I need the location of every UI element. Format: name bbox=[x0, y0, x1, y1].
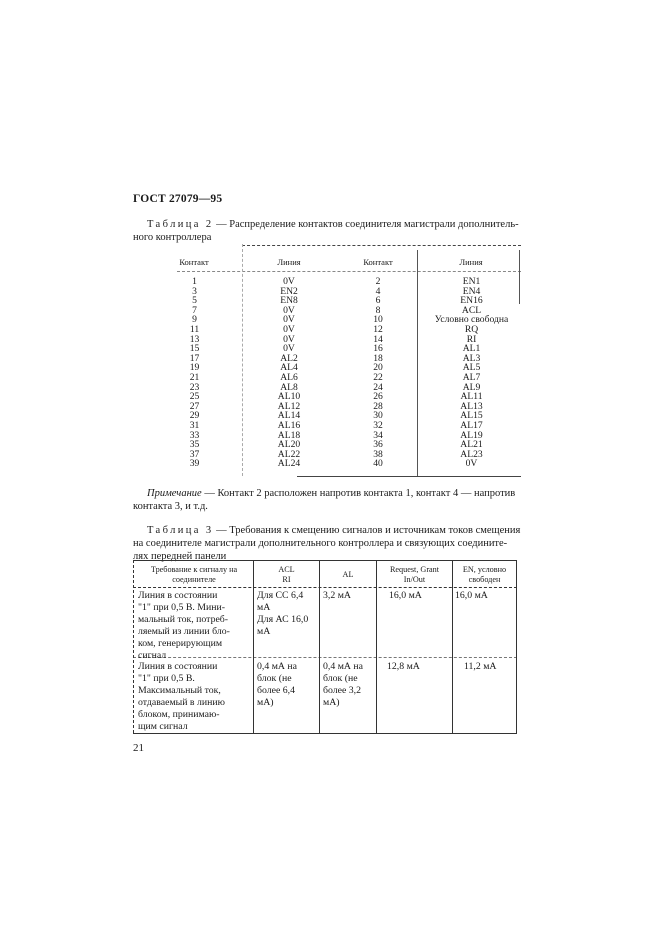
line-cell: AL10 bbox=[277, 391, 301, 403]
contact-cell: 15 bbox=[189, 343, 200, 355]
contact-cell: 40 bbox=[373, 458, 383, 470]
table2-bottom-rule bbox=[297, 476, 521, 477]
cell-line: 0,4 мА на bbox=[323, 661, 364, 672]
contact-cell: 35 bbox=[189, 439, 200, 451]
line-cell: EN4 bbox=[462, 285, 481, 297]
contact-cell: 9 bbox=[192, 314, 197, 326]
line-cell: 0V bbox=[283, 323, 295, 335]
contact-cell: 23 bbox=[189, 381, 200, 393]
table3-row2-al bbox=[323, 661, 376, 709]
cell-line: мальный ток, потреб- bbox=[138, 614, 229, 625]
cell-line: 12,8 мА bbox=[387, 661, 420, 672]
contact-cell: 28 bbox=[373, 400, 383, 412]
cell-line: 3,2 мА bbox=[323, 590, 351, 601]
cell-line: Для СС 6,4 bbox=[257, 590, 304, 601]
line-cell: AL20 bbox=[277, 439, 301, 451]
header-line: AL bbox=[342, 570, 354, 579]
contact-cell: 3 bbox=[192, 285, 197, 297]
contact-cell: 13 bbox=[189, 333, 200, 345]
cell-line: Максимальный ток, bbox=[138, 685, 221, 696]
table2-note bbox=[133, 487, 527, 513]
line-cell: AL23 bbox=[460, 448, 483, 460]
table3-row2-en bbox=[464, 661, 514, 673]
table2-caption-cont: ного контроллера bbox=[133, 232, 212, 243]
contact-cell: 27 bbox=[189, 400, 200, 412]
cell-line: сигнал bbox=[138, 650, 167, 661]
standard-header: ГОСТ 27079—95 bbox=[133, 193, 223, 205]
table2-caption bbox=[133, 218, 527, 244]
contact-cell: 8 bbox=[375, 304, 381, 316]
contact-cell: 17 bbox=[189, 352, 200, 364]
contact-cell: 4 bbox=[375, 285, 381, 297]
table3-caption-label: Таблица 3 bbox=[147, 525, 214, 536]
line-cell: AL8 bbox=[280, 381, 298, 393]
line-cell: AL3 bbox=[462, 352, 481, 364]
line-cell: 0V bbox=[283, 304, 295, 316]
table3-header-al bbox=[320, 570, 376, 580]
table2-top-rule bbox=[242, 245, 521, 246]
contact-cell: 24 bbox=[373, 381, 383, 393]
cell-line: более 3,2 bbox=[323, 685, 362, 696]
table2-caption-label: Таблица 2 bbox=[147, 219, 214, 230]
line-cell: AL12 bbox=[277, 400, 301, 412]
contact-cell: 32 bbox=[373, 419, 383, 431]
table3-header-requirement bbox=[135, 565, 253, 584]
table-row bbox=[147, 450, 521, 460]
table3-right-edge bbox=[516, 560, 517, 733]
table3-row1-acl bbox=[257, 590, 319, 638]
table3-header-rule bbox=[133, 587, 517, 588]
line-cell: RQ bbox=[464, 323, 479, 335]
cell-line: ляемый из линии бло- bbox=[138, 626, 230, 637]
table3-col-divider-3 bbox=[376, 560, 377, 733]
header-line: соединителе bbox=[172, 574, 216, 584]
table-row bbox=[147, 459, 521, 469]
line-cell: AL21 bbox=[460, 439, 483, 451]
contact-cell: 19 bbox=[189, 362, 200, 374]
contact-cell: 33 bbox=[189, 429, 200, 441]
line-cell: AL22 bbox=[277, 448, 301, 460]
table3-row2-requirement bbox=[138, 661, 252, 733]
table3-row1-request bbox=[389, 590, 449, 602]
note-text: — Контакт 2 расположен напротив контакта 1, контакт 4 — напротив bbox=[201, 488, 516, 499]
table3-row1-requirement bbox=[138, 590, 252, 662]
line-cell: AL14 bbox=[277, 410, 301, 422]
line-cell: 0V bbox=[283, 343, 295, 355]
cell-line: отдаваемый в линию bbox=[138, 697, 225, 708]
table3-row2-request bbox=[387, 661, 449, 673]
header-line: Request, Grant bbox=[389, 565, 440, 574]
line-cell: AL5 bbox=[462, 362, 481, 374]
table3-caption-line2: на соединителе магистрали дополнительного контроллера и связующих соедините- bbox=[133, 538, 508, 549]
cell-line: блок (не bbox=[323, 673, 358, 684]
contact-cell: 14 bbox=[373, 333, 383, 345]
line-cell: 0V bbox=[465, 458, 478, 470]
contact-cell: 5 bbox=[192, 295, 197, 307]
line-cell: RI bbox=[466, 333, 477, 345]
contact-cell: 22 bbox=[373, 371, 383, 383]
line-cell: AL6 bbox=[280, 371, 298, 383]
table3-left-edge bbox=[133, 560, 134, 733]
page-number: 21 bbox=[133, 742, 144, 754]
table3-col-divider-4 bbox=[452, 560, 453, 733]
table3-caption-line3: лях передней панели bbox=[133, 551, 227, 562]
note-label: Примечание bbox=[147, 488, 202, 499]
table2-caption-text: — Распределение контактов соединителя магистрали дополнитель- bbox=[213, 219, 519, 230]
contact-cell: 11 bbox=[189, 323, 200, 335]
contact-cell: 31 bbox=[189, 419, 200, 431]
contact-cell: 29 bbox=[189, 410, 200, 422]
table3-header-request bbox=[377, 565, 452, 584]
line-cell: AL1 bbox=[462, 343, 481, 355]
contact-cell: 34 bbox=[373, 429, 383, 441]
line-cell: 0V bbox=[283, 333, 295, 345]
line-cell: EN2 bbox=[280, 285, 298, 297]
table3-row1-al bbox=[323, 590, 376, 602]
pin-assignment-table bbox=[147, 244, 521, 476]
cell-line: 0,4 мА на bbox=[257, 661, 298, 672]
contact-cell: 30 bbox=[373, 410, 383, 422]
cell-line: 11,2 мА bbox=[464, 661, 497, 672]
cell-line: щим сигнал bbox=[138, 721, 188, 732]
contact-cell: 21 bbox=[189, 371, 200, 383]
table2-header-contact-2: Контакт bbox=[363, 257, 393, 267]
table2-header-rule bbox=[177, 271, 521, 272]
line-cell: AL7 bbox=[462, 371, 481, 383]
cell-line: "1" при 0,5 В. bbox=[138, 673, 195, 684]
cell-line: мА) bbox=[257, 697, 274, 708]
line-cell: 0V bbox=[283, 314, 295, 326]
line-cell: AL9 bbox=[462, 381, 481, 393]
cell-line: Для АС 16,0 bbox=[257, 614, 309, 625]
cell-line: мА bbox=[257, 602, 271, 613]
table-row bbox=[147, 325, 521, 335]
cell-line: 16,0 мА bbox=[455, 590, 488, 601]
line-cell: Условно свободна bbox=[434, 314, 509, 326]
line-cell: AL4 bbox=[280, 362, 298, 374]
line-cell: AL2 bbox=[280, 352, 298, 364]
contact-cell: 16 bbox=[373, 343, 383, 355]
table2-header-line-2: Линия bbox=[459, 257, 483, 267]
cell-line: блок (не bbox=[257, 673, 292, 684]
cell-line: Линия в состоянии bbox=[138, 661, 218, 672]
contact-cell: 1 bbox=[192, 276, 197, 287]
contact-cell: 2 bbox=[375, 276, 381, 287]
table3-top-rule bbox=[133, 560, 517, 561]
contact-cell: 10 bbox=[373, 314, 383, 326]
header-line: Требование к сигналу на bbox=[150, 565, 238, 574]
cell-line: мА) bbox=[323, 697, 340, 708]
line-cell: 0V bbox=[283, 276, 295, 287]
table3-row1-en bbox=[455, 590, 515, 602]
table3-caption-line1: — Требования к смещению сигналов и источникам токов смещения bbox=[213, 525, 521, 536]
line-cell: EN16 bbox=[460, 295, 483, 307]
line-cell: AL16 bbox=[277, 419, 301, 431]
contact-cell: 20 bbox=[373, 362, 383, 374]
contact-cell: 36 bbox=[373, 439, 383, 451]
header-line: свободен bbox=[468, 574, 501, 584]
contact-cell: 26 bbox=[373, 391, 383, 403]
header-line: EN, условно bbox=[462, 565, 507, 574]
table3-header-en bbox=[453, 565, 516, 584]
cell-line: мА bbox=[257, 626, 271, 637]
contact-cell: 6 bbox=[375, 295, 381, 307]
contact-cell: 37 bbox=[189, 448, 200, 460]
cell-line: ком, генерирующим bbox=[138, 638, 223, 649]
header-line: RI bbox=[282, 574, 291, 584]
line-cell: EN1 bbox=[462, 276, 481, 287]
cell-line: "1" при 0,5 В. Мини- bbox=[138, 602, 226, 613]
cell-line: более 6,4 bbox=[257, 685, 296, 696]
line-cell: AL13 bbox=[460, 400, 483, 412]
contact-cell: 25 bbox=[189, 391, 200, 403]
table2-header-line-1: Линия bbox=[277, 257, 301, 267]
contact-cell: 38 bbox=[373, 448, 383, 460]
table3-col-divider-2 bbox=[319, 560, 320, 733]
line-cell: AL17 bbox=[460, 419, 483, 431]
note-cont: контакта 3, и т.д. bbox=[133, 501, 208, 512]
table2-header-contact-1: Контакт bbox=[179, 257, 209, 267]
contact-cell: 7 bbox=[192, 304, 197, 316]
line-cell: AL15 bbox=[460, 410, 483, 422]
table3-col-divider-1 bbox=[253, 560, 254, 733]
cell-line: блоком, принимаю- bbox=[138, 709, 220, 720]
line-cell: AL18 bbox=[277, 429, 301, 441]
table3-row2-acl bbox=[257, 661, 319, 709]
line-cell: ACL bbox=[461, 304, 482, 316]
header-line: ACL bbox=[278, 565, 295, 574]
line-cell: AL11 bbox=[460, 391, 483, 403]
line-cell: AL19 bbox=[460, 429, 483, 441]
header-line: In/Out bbox=[403, 574, 426, 584]
table3-caption bbox=[133, 524, 527, 563]
cell-line: 16,0 мА bbox=[389, 590, 422, 601]
line-cell: EN8 bbox=[280, 295, 298, 307]
line-cell: AL24 bbox=[277, 458, 301, 470]
contact-cell: 39 bbox=[189, 458, 200, 470]
contact-cell: 18 bbox=[373, 352, 383, 364]
table3-bottom-rule bbox=[133, 733, 517, 734]
bias-requirements-table bbox=[133, 560, 517, 735]
cell-line: Линия в состоянии bbox=[138, 590, 218, 601]
table2-body bbox=[147, 277, 521, 469]
table3-header-acl bbox=[254, 565, 319, 584]
contact-cell: 12 bbox=[373, 323, 383, 335]
